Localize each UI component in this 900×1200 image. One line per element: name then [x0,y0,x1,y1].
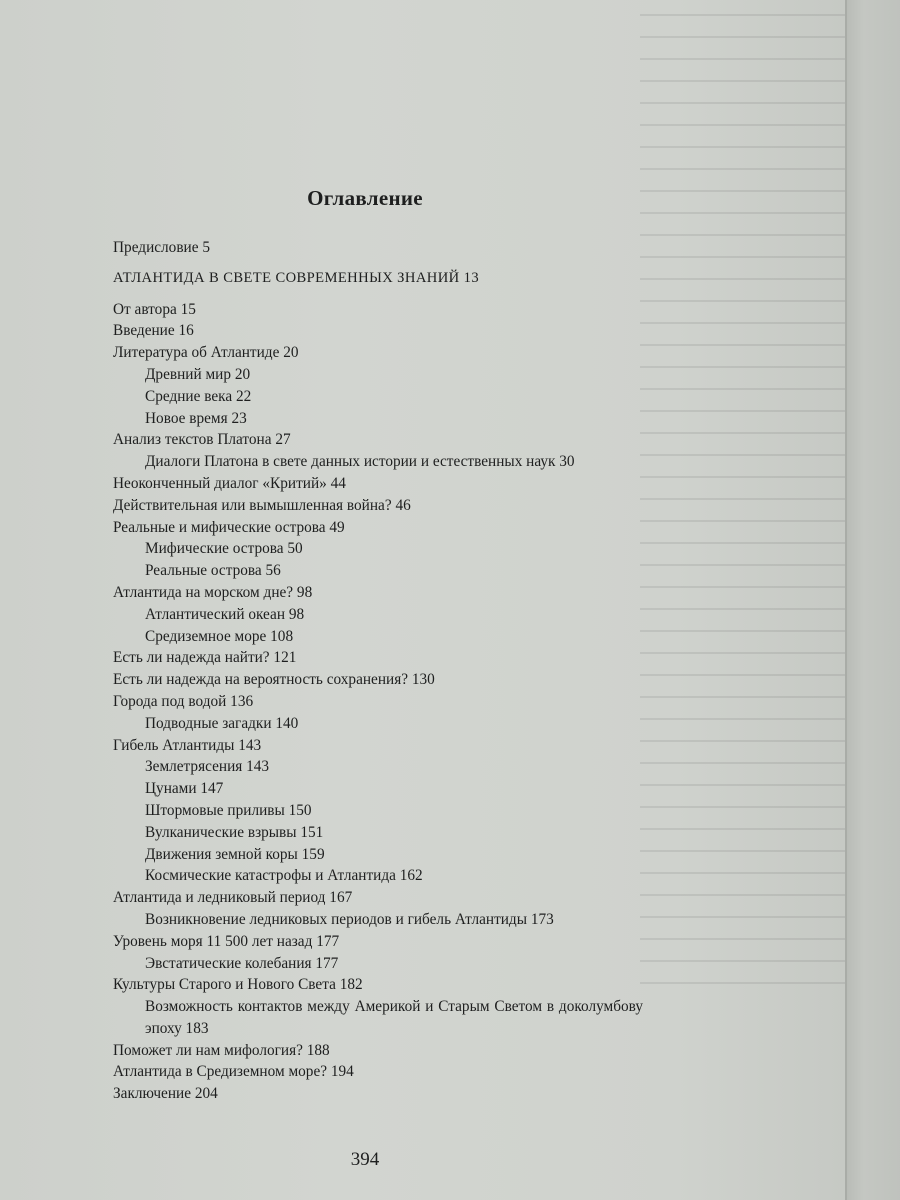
toc-entry: Анализ текстов Платона 27 [113,431,291,449]
page-number: 394 [350,1149,380,1170]
toc-subentry: Космические катастрофы и Атлантида 162 [145,867,423,885]
toc-subentry: Подводные загадки 140 [145,714,299,732]
toc-entry: Атлантида на морском дне? 98 [113,583,313,601]
toc-section-heading: АТЛАНТИДА В СВЕТЕ СОВРЕМЕННЫХ ЗНАНИЙ 13 [113,269,480,286]
toc-subentry: Цунами 147 [145,780,224,798]
toc-subentry: Диалоги Платона в свете данных истории и естественных наук 30 [145,453,575,471]
toc-subentry: Возникновение ледниковых периодов и гибель Атлантиды 173 [145,910,554,928]
toc-entry: Предисловие 5 [113,239,210,256]
toc-entry: Поможет ли нам мифология? 188 [113,1041,330,1059]
toc-subentry: Движения земной коры 159 [145,845,325,863]
bleed-through-text [640,0,845,1000]
toc-subentry: Новое время 23 [145,409,247,427]
toc-entry: Неоконченный диалог «Критий» 44 [113,474,346,492]
next-page-edge [845,0,900,1200]
toc-subentry: Возможность контактов между Америкой и Старым Светом в доколумбову эпоху 183 [145,998,643,1037]
toc-entry: Действительная или вымышленная война? 46 [113,496,411,514]
toc-subentry: Мифические острова 50 [145,540,303,558]
toc-entry: Атлантида и ледниковый период 167 [113,889,353,907]
toc-entry: Уровень моря 11 500 лет назад 177 [113,932,340,950]
toc-subentry: Землетрясения 143 [145,758,270,776]
toc-entry: Культуры Старого и Нового Света 182 [113,976,363,994]
toc-subentry: Реальные острова 56 [145,562,281,580]
toc-subentry: Эвстатические колебания 177 [145,954,339,972]
toc-subentry: Древний мир 20 [145,365,251,383]
toc-entry: Заключение 204 [113,1085,218,1103]
toc-entry: Литература об Атлантиде 20 [113,344,299,362]
table-of-contents [113,237,643,1105]
toc-entry: Есть ли надежда на вероятность сохранения? 130 [113,671,435,689]
toc-subentry: Штормовые приливы 150 [145,801,312,819]
toc-entry: Гибель Атлантиды 143 [113,736,262,754]
toc-entry: Города под водой 136 [113,692,254,710]
toc-subentry: Атлантический океан 98 [145,605,305,623]
toc-entry: Реальные и мифические острова 49 [113,518,345,536]
toc-subentry: Средние века 22 [145,387,252,405]
toc-subentry: Вулканические взрывы 151 [145,823,324,841]
toc-subentry: Средиземное море 108 [145,627,294,645]
toc-entry: Введение 16 [113,322,194,340]
toc-entry: Атлантида в Средиземном море? 194 [113,1063,354,1081]
toc-entry: Есть ли надежда найти? 121 [113,649,297,667]
page-title: Оглавление [307,186,423,210]
toc-entry: От автора 15 [113,300,196,318]
